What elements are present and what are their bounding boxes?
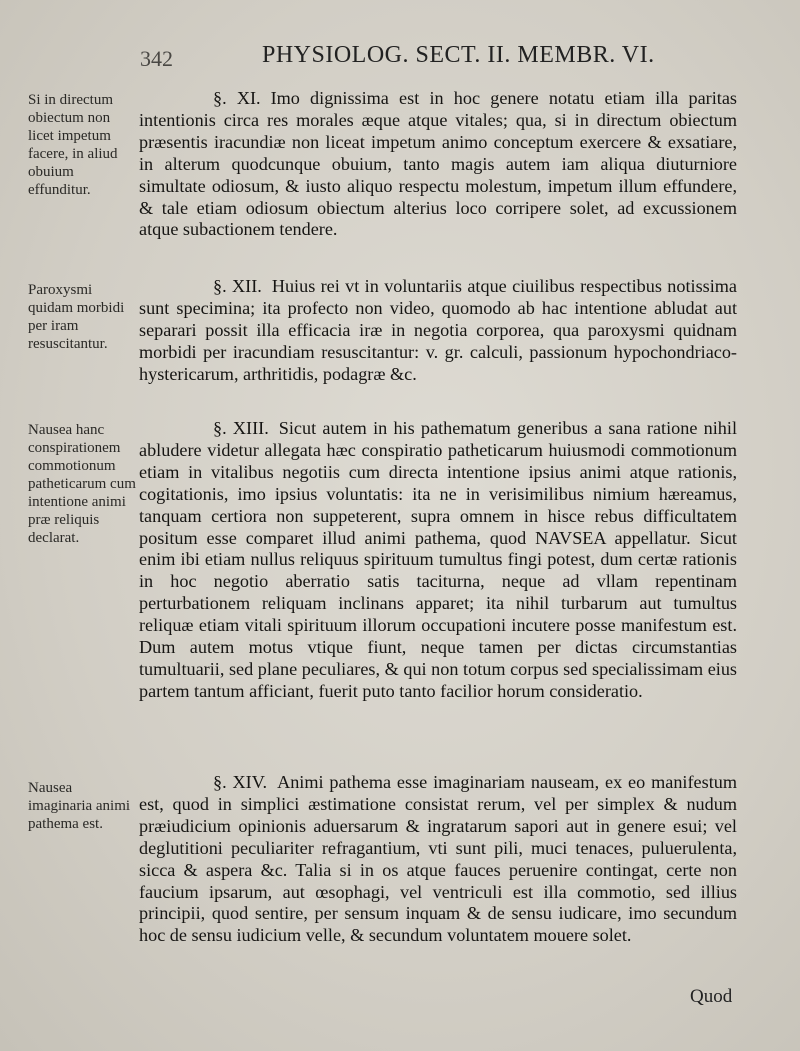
paragraph-text: Huius rei vt in voluntariis atque ciuilibus respectibus notissima sunt specimina; ita profecto non video, quomodo ab hac intentione abludat aut separari possit illa efficacia iræ in negotia corporea, qua paroxysmi quidnam morbidi per iracundiam resuscitantur: v. gr. calculi, passionum hypochondriaco-hystericarum, arthritidis, podagræ &c.: [139, 276, 738, 384]
paragraph: [139, 418, 737, 703]
margin-note: Paroxysmi quidam morbidi per iram resuscitantur.: [28, 282, 125, 352]
catchword: Quod: [690, 986, 733, 1007]
page-number: 342: [140, 46, 173, 71]
page-header: [0, 38, 800, 74]
section-mark: §. XIII.: [213, 418, 269, 438]
margin-note: Nausea imaginaria animi pathema est.: [28, 780, 131, 832]
section-mark: §. XI.: [213, 88, 261, 108]
paragraph-text: Imo dignissima est in hoc genere notatu etiam illa paritas intentionis circa res morales æque atque vitales; qua, si in directum obiectum præsentis iracundiæ non liceat impetum animo conceptum exercere & exsatiare, in alterum quodcunque obuium, tanto magis autem iam aliqua diuturniore simultate odiosum, & iusto aliquo respectu molestum, impetum illum effundere, & tale etiam odiosum obiectum alterius loco corripere solet, ad excussionem atque subactionem tendere.: [139, 88, 737, 240]
section-mark: §. XII.: [213, 276, 262, 296]
paragraph-text: Animi pathema esse imaginariam nauseam, ex eo manifestum est, quod in simplici æstimatione consistat rerum, vel per simplex & nudum præiudicium opinionis aduersarum & ingratarum sapori aut in genere esui; vel deglutitioni peculiariter refragantium, vti sunt pili, muci tenaces, puluerulenta, sicca & aspera &c. Talia si in os atque fauces peruenire contingat, certe non faucium ipsarum, aut œsophagi, vel ventriculi est illa commotio, sed illius principii, quod sentire, per sensum inquam & de sensu iudicare, imo secundum hoc de sensu iudicium velle, & secundum voluntatem mouere solet.: [139, 772, 737, 946]
running-head: PHYSIOLOG. SECT. II. MEMBR. VI.: [262, 42, 655, 68]
paragraph-text: Sicut autem in his pathematum generibus a sana ratione nihil abludere videtur allegata hæc conspiratio patheticarum huiusmodi commotionum etiam in vitalibus negotiis cum directa intentione ipsius animi atque rationis, cogitationis, imo ipsius voluntatis: ita ne in verisimilibus nimium hæreamus, tanquam certiora non suppeterent, supra omnem in hisce rebus difficultatem positum esse comparet illud animi pathema, quod NAVSEA appellatur. Sicut enim ibi etiam nullus reliquus spirituum tumultus fingi potest, dum certæ rationis in hoc negotio aberratio satis taciturna, neque ad vllam repentinam perturbationem reliquam inclinans apparet; ita nihil turbarum aut tumultus reliquæ etiam vitali spirituum illorum occupationi incutere posse manifestum est. Dum autem motus vtique fiunt, neque tamen per dictas circumstantias tumultuarii, sed plane peculiares, & qui non totum corpus sed specialissimam eius partem tantum afficiant, fuerit puto tanto facilior horum consideratio.: [139, 418, 737, 701]
margin-note: Si in directum obiectum non licet impetum facere, in aliud obuium effunditur.: [28, 92, 118, 198]
paragraph: [139, 276, 737, 386]
paragraph: [139, 772, 737, 947]
paragraph: [139, 88, 737, 241]
section-mark: §. XIV.: [213, 772, 268, 792]
margin-note: Nausea hanc conspirationem commotionum patheticarum cum intentione animi præ reliquis declarat.: [28, 422, 136, 546]
